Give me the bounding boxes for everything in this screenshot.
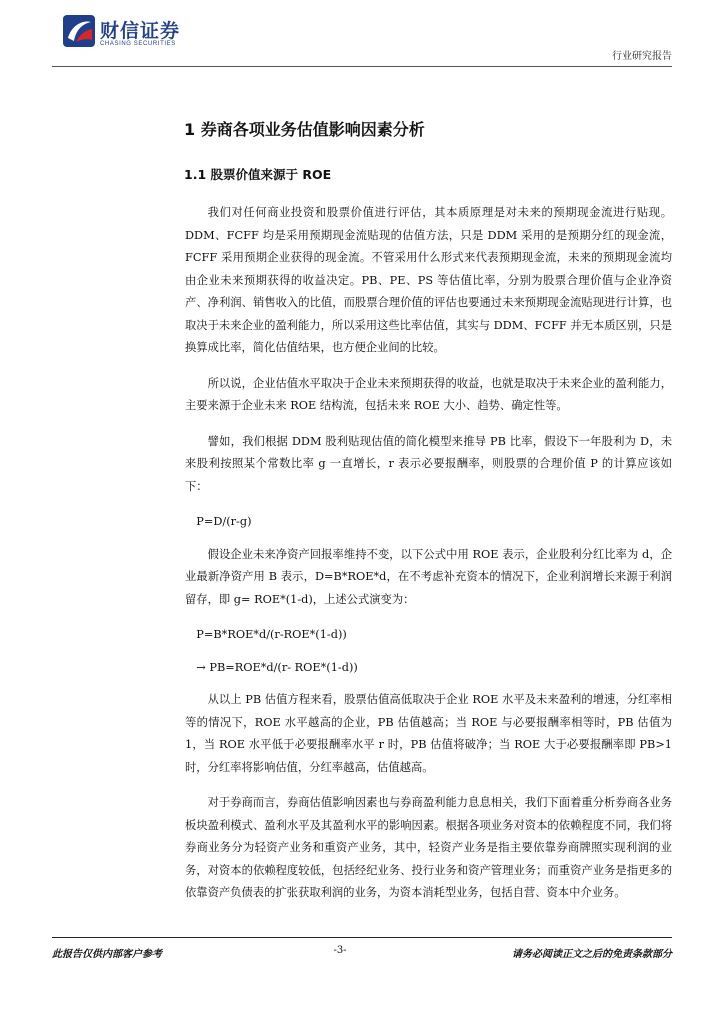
- formula: → PB=ROE*d/(r- ROE*(1-d)): [196, 660, 358, 674]
- formula: P=B*ROE*d/(r-ROE*(1-d)): [196, 628, 347, 641]
- body-text: [185, 202, 672, 918]
- footer-disclaimer-left: 此报告仅供内部客户参考: [52, 949, 162, 960]
- paragraph: 从以上 PB 估值方程来看，股票估值高低取决于企业 ROE 水平及未来盈利的增速，分红率相等的情况下，ROE 水平越高的企业，PB 估值越高；当 ROE 与必要报酬率相等时，PB 估值为 1，当 ROE 水平低于必要报酬率水平 r 时，PB 估值将破净；当 ROE 大于必要报酬率即 PB>1 时，分红率将影响估值，分红率越高，估值越高。: [185, 693, 672, 774]
- paragraph: 所以说，企业估值水平取决于企业未来预期获得的收益，也就是取决于未来企业的盈利能力，主要来源于企业未来 ROE 结构流，包括未来 ROE 大小、趋势、确定性等。: [185, 376, 672, 412]
- formula: P=D/(r-g): [196, 515, 252, 528]
- paragraph: 我们对任何商业投资和股票价值进行评估，其本质原理是对未来的预期现金流进行贴现。DDM、FCFF 均是采用预期现金流贴现的估值方法，只是 DDM 采用的是预期分红的现金流，FCFF 采用预期企业获得的现金流。不管采用什么形式来代表预期现金流，未来的预期现金流均由企业未来预期获得的收益决定。PB、PE、PS 等估值比率，分别为股票合理价值与企业净资产、净利润、销售收入的比值，而股票合理价值的评估也要通过未来预期现金流贴现进行计算，也取决于未来企业的盈利能力，所以采用这些比率估值，其实与 DDM、FCFF 并无本质区别，只是换算成比率，简化估值结果，也方便企业间的比较。: [185, 206, 673, 354]
- paragraph: 假设企业未来净资产回报率维持不变，以下公式中用 ROE 表示，企业股利分红比率为 d，企业最新净资产用 B 表示，D=B*ROE*d，在不考虑补充资本的情况下，企业利润增长来源于利润留存，即 g= ROE*(1-d)，上述公式演变为：: [185, 547, 672, 606]
- footer-disclaimer-right: 请务必阅读正文之后的免责条款部分: [512, 949, 672, 960]
- footer-divider: [52, 937, 672, 938]
- logo-english-name: CHASING SECURITIES: [100, 41, 176, 47]
- page-number: -3-: [333, 945, 347, 956]
- subsection-heading: 1.1 股票价值来源于 ROE: [184, 167, 332, 182]
- chasing-securities-logo-icon: [62, 14, 96, 48]
- logo-chinese-name: 财信证券: [100, 20, 181, 42]
- paragraph: 譬如，我们根据 DDM 股利贴现估值的简化模型来推导 PB 比率，假设下一年股利为 D，未来股利按照某个常数比率 g 一直增长，r 表示必要报酬率，则股票的合理价值 P 的计算应该如下：: [185, 434, 672, 493]
- report-type-label: 行业研究报告: [612, 51, 672, 62]
- paragraph: 对于券商而言，券商估值影响因素也与券商盈利能力息息相关，我们下面着重分析券商各业务板块盈利模式、盈利水平及其盈利水平的影响因素。根据各项业务对资本的依赖程度不同，我们将券商业务分为轻资产业务和重资产业务，其中，轻资产业务是指主要依靠券商牌照实现利润的业务，对资本的依赖程度较低，包括经纪业务、投行业务和资产管理业务；而重资产业务是指更多的依靠资产负债表的扩张获取利润的业务，为资本消耗型业务，包括自营、资本中介业务。: [185, 796, 672, 899]
- header-divider: [52, 66, 672, 67]
- section-heading: 1 券商各项业务估值影响因素分析: [184, 120, 425, 139]
- company-logo: [62, 14, 242, 54]
